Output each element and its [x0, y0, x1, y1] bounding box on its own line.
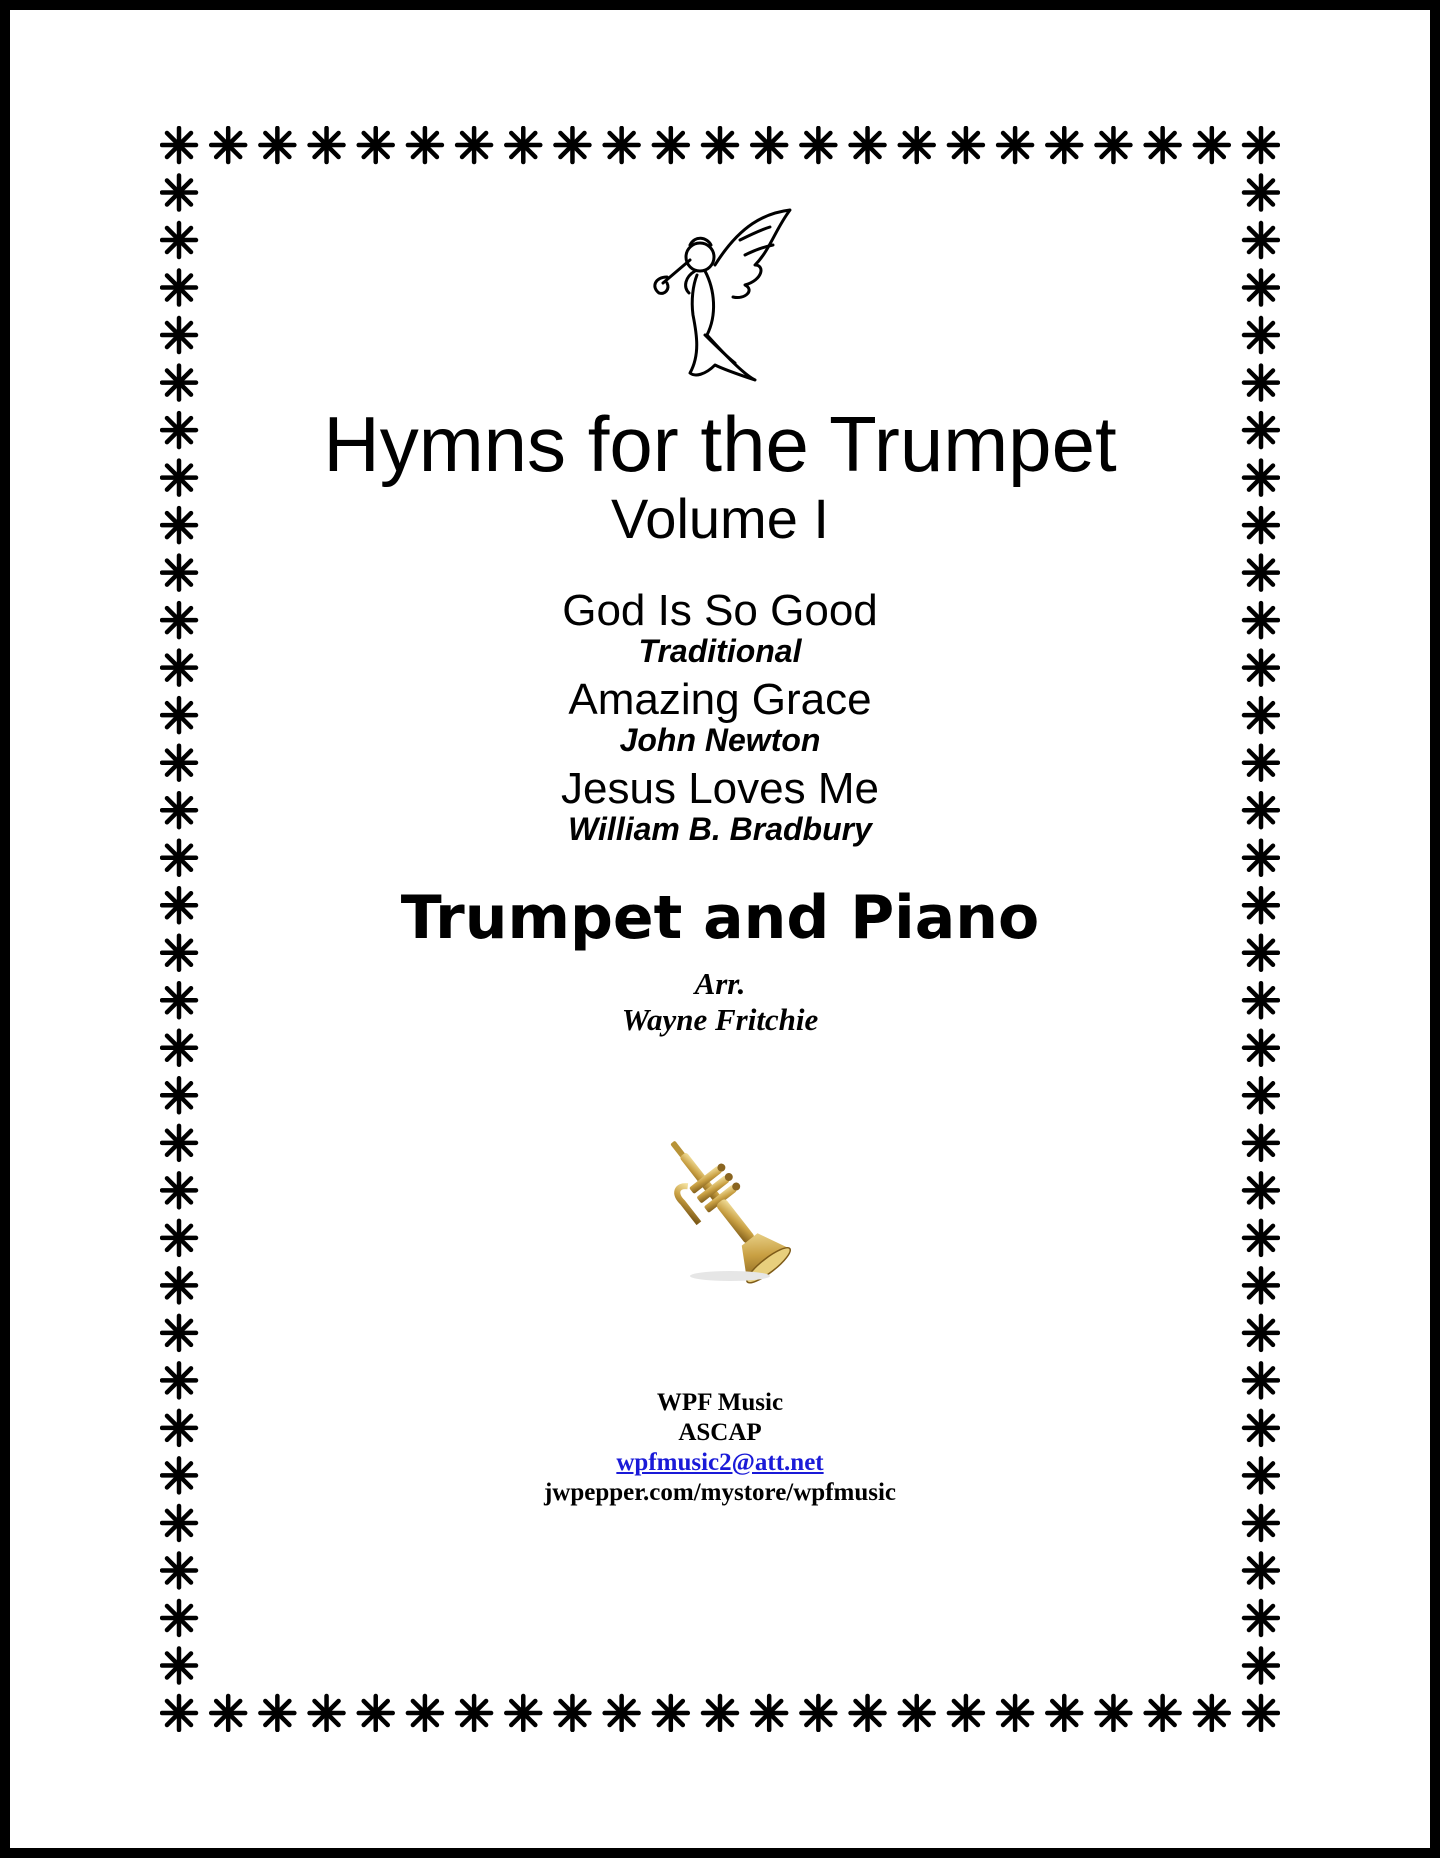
asterisk-star-icon: [162, 1221, 196, 1255]
asterisk-star-icon: [310, 1696, 344, 1730]
song-item: [200, 587, 1240, 668]
asterisk-star-icon: [359, 1696, 393, 1730]
asterisk-star-icon: [162, 271, 196, 305]
asterisk-star-icon: [1096, 128, 1130, 162]
publisher-block: [200, 1388, 1240, 1508]
asterisk-star-icon: [260, 128, 294, 162]
asterisk-star-icon: [162, 176, 196, 210]
publisher-society: ASCAP: [678, 1418, 762, 1446]
asterisk-star-icon: [851, 1696, 885, 1730]
asterisk-star-icon: [998, 128, 1032, 162]
asterisk-star-icon: [1244, 1601, 1278, 1635]
asterisk-star-icon: [654, 128, 688, 162]
asterisk-star-icon: [900, 1696, 934, 1730]
asterisk-star-icon: [162, 508, 196, 542]
asterisk-star-icon: [752, 128, 786, 162]
asterisk-star-icon: [1244, 508, 1278, 542]
asterisk-star-icon: [998, 1696, 1032, 1730]
asterisk-star-icon: [555, 128, 589, 162]
asterisk-star-icon: [703, 128, 737, 162]
asterisk-star-icon: [162, 1173, 196, 1207]
asterisk-star-icon: [162, 1268, 196, 1302]
asterisk-star-icon: [310, 128, 344, 162]
asterisk-star-icon: [506, 1696, 540, 1730]
asterisk-star-icon: [1244, 1173, 1278, 1207]
asterisk-star-icon: [162, 793, 196, 827]
asterisk-star-icon: [1244, 1126, 1278, 1160]
asterisk-star-icon: [162, 1126, 196, 1160]
asterisk-star-icon: [605, 1696, 639, 1730]
publisher-store-url: jwpepper.com/mystore/wpfmusic: [543, 1478, 897, 1506]
asterisk-star-icon: [1244, 128, 1278, 162]
asterisk-star-icon: [1244, 793, 1278, 827]
asterisk-star-icon: [1244, 651, 1278, 685]
asterisk-star-icon: [408, 1696, 442, 1730]
asterisk-star-icon: [1244, 888, 1278, 922]
asterisk-star-icon: [1244, 176, 1278, 210]
asterisk-star-icon: [162, 1411, 196, 1445]
song-author: John Newton: [619, 721, 821, 758]
asterisk-star-icon: [162, 936, 196, 970]
song-author: Traditional: [638, 632, 802, 669]
arranger-label: Arr.: [694, 966, 746, 1002]
asterisk-star-icon: [1195, 128, 1229, 162]
arranger-name: Wayne Fritchie: [621, 1001, 819, 1037]
asterisk-star-icon: [162, 461, 196, 495]
asterisk-star-icon: [1244, 603, 1278, 637]
song-title: Amazing Grace: [568, 675, 872, 725]
cover-content: [200, 205, 1240, 1508]
asterisk-star-icon: [211, 128, 245, 162]
asterisk-star-icon: [457, 128, 491, 162]
asterisk-star-icon: [162, 841, 196, 875]
song-item: [200, 676, 1240, 757]
asterisk-star-icon: [752, 1696, 786, 1730]
asterisk-star-icon: [801, 128, 835, 162]
asterisk-star-icon: [949, 128, 983, 162]
song-list: [200, 587, 1240, 846]
publisher-email-link[interactable]: wpfmusic2@att.net: [616, 1448, 824, 1476]
asterisk-star-icon: [1244, 1553, 1278, 1587]
asterisk-star-icon: [1244, 223, 1278, 257]
asterisk-star-icon: [162, 983, 196, 1017]
asterisk-star-icon: [1244, 1078, 1278, 1112]
asterisk-star-icon: [1096, 1696, 1130, 1730]
asterisk-star-icon: [1244, 936, 1278, 970]
asterisk-star-icon: [1244, 366, 1278, 400]
asterisk-star-icon: [1195, 1696, 1229, 1730]
asterisk-star-icon: [1244, 318, 1278, 352]
asterisk-star-icon: [1244, 1031, 1278, 1065]
asterisk-star-icon: [1244, 841, 1278, 875]
asterisk-star-icon: [162, 1458, 196, 1492]
asterisk-star-icon: [162, 888, 196, 922]
asterisk-star-icon: [1146, 128, 1180, 162]
asterisk-star-icon: [162, 698, 196, 732]
publisher-name: WPF Music: [656, 1388, 784, 1416]
asterisk-star-icon: [162, 366, 196, 400]
instrumentation: Trumpet and Piano: [400, 883, 1040, 954]
asterisk-star-icon: [162, 223, 196, 257]
asterisk-star-icon: [1244, 1268, 1278, 1302]
asterisk-star-icon: [1244, 1648, 1278, 1682]
song-title: God Is So Good: [562, 586, 878, 635]
asterisk-star-icon: [1244, 698, 1278, 732]
asterisk-star-icon: [162, 1696, 196, 1730]
asterisk-star-icon: [162, 556, 196, 590]
asterisk-star-icon: [801, 1696, 835, 1730]
asterisk-star-icon: [162, 746, 196, 780]
song-title: Jesus Loves Me: [561, 764, 879, 814]
asterisk-star-icon: [260, 1696, 294, 1730]
asterisk-star-icon: [162, 1078, 196, 1112]
asterisk-star-icon: [900, 128, 934, 162]
asterisk-star-icon: [162, 603, 196, 637]
song-item: [200, 765, 1240, 846]
asterisk-star-icon: [1047, 128, 1081, 162]
asterisk-star-icon: [162, 1316, 196, 1350]
arranger-block: [200, 966, 1240, 1037]
asterisk-star-icon: [162, 413, 196, 447]
asterisk-star-icon: [1244, 983, 1278, 1017]
asterisk-star-icon: [1244, 271, 1278, 305]
asterisk-star-icon: [605, 128, 639, 162]
asterisk-star-icon: [457, 1696, 491, 1730]
asterisk-star-icon: [1146, 1696, 1180, 1730]
asterisk-star-icon: [211, 1696, 245, 1730]
asterisk-star-icon: [162, 1363, 196, 1397]
asterisk-star-icon: [1244, 1506, 1278, 1540]
asterisk-star-icon: [1244, 1316, 1278, 1350]
asterisk-star-icon: [162, 1601, 196, 1635]
asterisk-star-icon: [162, 1031, 196, 1065]
asterisk-star-icon: [506, 128, 540, 162]
asterisk-star-icon: [408, 128, 442, 162]
asterisk-star-icon: [162, 651, 196, 685]
asterisk-star-icon: [1244, 556, 1278, 590]
asterisk-star-icon: [162, 1648, 196, 1682]
asterisk-star-icon: [555, 1696, 589, 1730]
asterisk-star-icon: [703, 1696, 737, 1730]
asterisk-star-icon: [162, 128, 196, 162]
asterisk-star-icon: [1244, 1696, 1278, 1730]
asterisk-star-icon: [1244, 1458, 1278, 1492]
trumpeting-angel-icon: [645, 205, 795, 385]
asterisk-star-icon: [162, 318, 196, 352]
asterisk-star-icon: [359, 128, 393, 162]
asterisk-star-icon: [1244, 1221, 1278, 1255]
asterisk-star-icon: [1244, 1411, 1278, 1445]
cover-title: Hymns for the Trumpet: [323, 400, 1117, 488]
volume-label: Volume I: [611, 487, 829, 550]
asterisk-star-icon: [1244, 746, 1278, 780]
song-author: William B. Bradbury: [568, 810, 872, 847]
asterisk-star-icon: [949, 1696, 983, 1730]
asterisk-star-icon: [1047, 1696, 1081, 1730]
asterisk-star-icon: [1244, 413, 1278, 447]
asterisk-star-icon: [162, 1553, 196, 1587]
asterisk-star-icon: [851, 128, 885, 162]
asterisk-star-icon: [654, 1696, 688, 1730]
brass-trumpet-icon: [635, 1128, 805, 1288]
asterisk-star-icon: [162, 1506, 196, 1540]
asterisk-star-icon: [1244, 461, 1278, 495]
asterisk-star-icon: [1244, 1363, 1278, 1397]
